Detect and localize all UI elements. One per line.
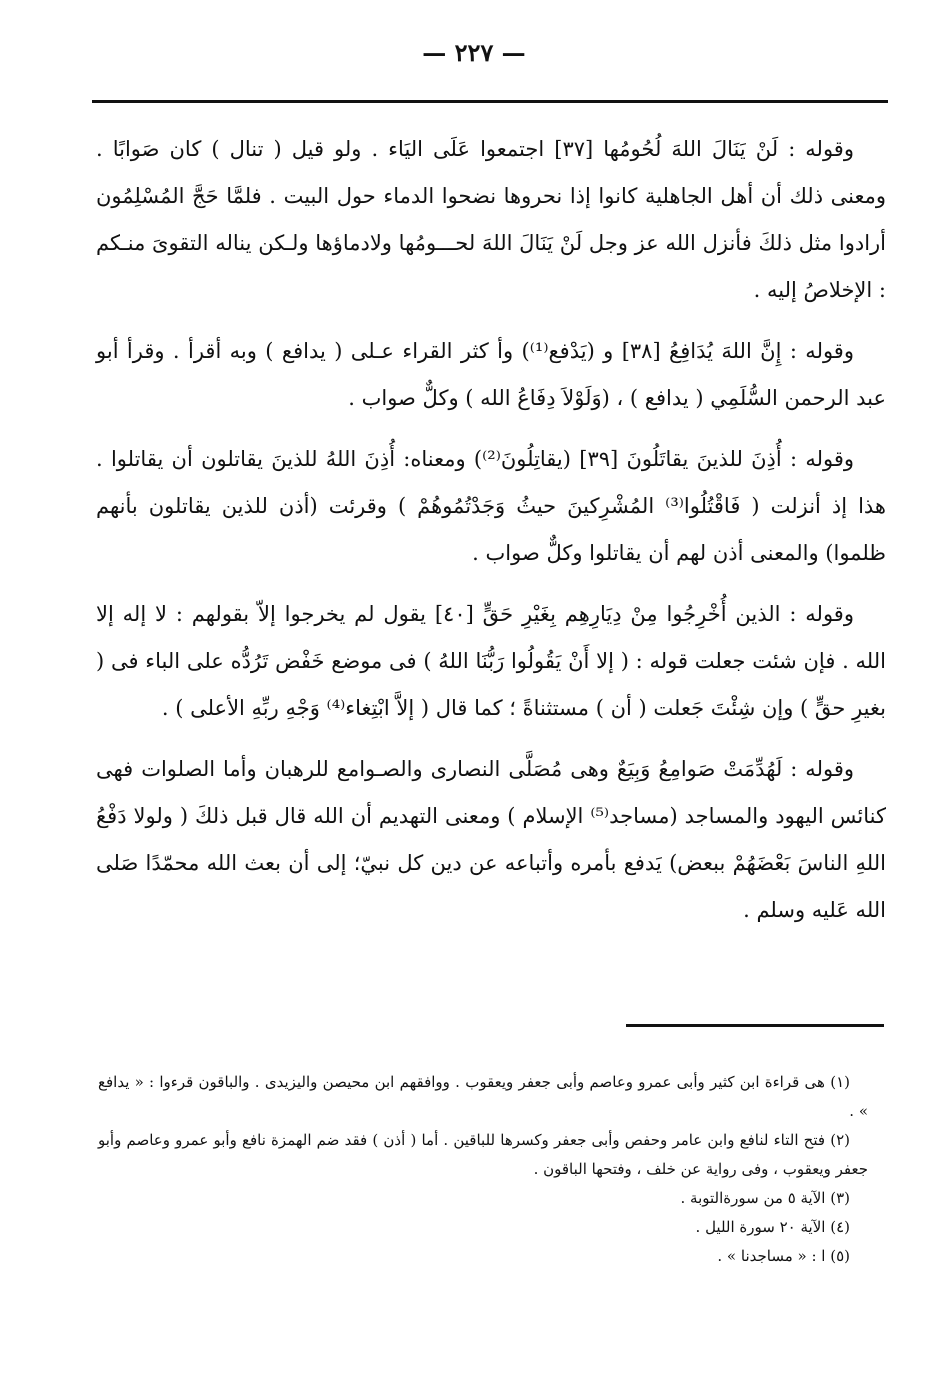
header-rule — [92, 100, 888, 103]
footnote-5: (٥) ا : « مساجدنا » . — [717, 1247, 850, 1265]
footnote-rule — [626, 1024, 884, 1027]
footnotes — [98, 1068, 868, 1271]
footnote-3: (٣) الآية ٥ من سورةالتوبة . — [680, 1189, 850, 1207]
page-number: — ٢٢٧ — — [422, 38, 526, 67]
footnote-4: (٤) الآية ٢٠ سورة الليل . — [695, 1218, 850, 1236]
footnote-1: (١) هى قراءة ابن كثير وأبى عمرو وعاصم وأبى جعفر ويعقوب . ووافقهم ابن محيصن واليزيدى . والباقون قرءوا : « يدافع » . — [98, 1073, 868, 1120]
footnote-2: (٢) فتح التاء لنافع وابن عامر وحفص وأبى جعفر وكسرها للباقين . أما ( أذن ) فقد ضم الهمزة نافع وأبو عمرو وعاصم وأبو جعفر ويعقوب ، وفى رواية عن خلف ، وفتحها الباقون . — [98, 1131, 868, 1178]
paragraph-verse-38: وقوله : إِنَّ اللهَ يُدَافِعُ [٣٨] و (يَدْفع⁽¹⁾) وأ كثر القراء عـلى ( يدافع ) وبه أقرأ . وقرأ أبو عبد الرحمن السُّلَمِي ( يدافع ) ، (وَلَوْلاَ دِفَاعُ الله ) وكلٌّ صواب . — [96, 339, 886, 410]
main-text — [96, 126, 886, 948]
paragraph-verse-40: وقوله : الذين أُخْرِجُوا مِنْ دِيَارِهِم بِغَيْرِ حَقٍّ [٤٠] يقول لم يخرجوا إلاّ بقولهم : لا إله إلا الله . فإن شئت جعلت قوله : ( إلا أَنْ يَقُولُوا رَبُّنَا اللهُ ) فى موضع خَفْض تَرُدُّه على الباء فى ( بغيرِ حقٍّ ) وإن شِئْتَ جَعلت ( أن ) مستثناةً ؛ كما قال ( إلاَّ ابْتِغاء⁽⁴⁾ وَجْهِ ربِّهِ الأعلى ) . — [96, 602, 886, 720]
paragraph-verse-39: وقوله : أُذِنَ للذينَ يقاتَلُونَ [٣٩] (يقاتِلُونَ⁽²⁾) ومعناه: أُذِنَ اللهُ للذينَ يقاتلون أن يقاتلوا . هذا إذ أنزلت ( فَاقْتُلُوا⁽³⁾ المُشْرِكينَ حيثُ وَجَدْتُمُوهُمْ ) وقرئت (أذن للذين يقاتلون بأنهم ظلموا) والمعنى أذن لهم أن يقاتلوا وكلٌّ صواب . — [96, 447, 887, 565]
paragraph-verse-37: وقوله : لَنْ يَنَالَ اللهَ لُحُومُها [٣٧] اجتمعوا عَلَى اليَاء . ولو قيل ( تنال ) كان صَوابًا . ومعنى ذلك أن أهل الجاهلية كانوا إذا نحروها نضحوا الدماء حول البيت . فلمَّا حَجَّ المُسْلِمُون أرادوا مثل ذلكَ فأنزل الله عز وجل لَنْ يَنَالَ اللهَ لحـــومُها ولادماؤها ولـكن يناله التقوىَ منـكم : الإخلاصُ إليه . — [96, 137, 886, 302]
paragraph-churches-synagogues: وقوله : لَهُدِّمَتْ صَوامِعُ وَبِيَعٌ وهى مُصَلَّى النصارى والصـوامع للرهبان وأما الصلوات فهى كنائس اليهود والمساجد (مساجد⁽⁵⁾ الإسلام ) ومعنى التهديم أن الله قال قبل ذلكَ ( ولولا دَفْعُ اللهِ الناسَ بَعْضَهُمْ ببعض) يَدفع بأمره وأتباعه عن دين كل نبيّ؛ إلى أن بعث الله محمّدًا صَلى الله عَليه وسلم . — [96, 757, 886, 922]
